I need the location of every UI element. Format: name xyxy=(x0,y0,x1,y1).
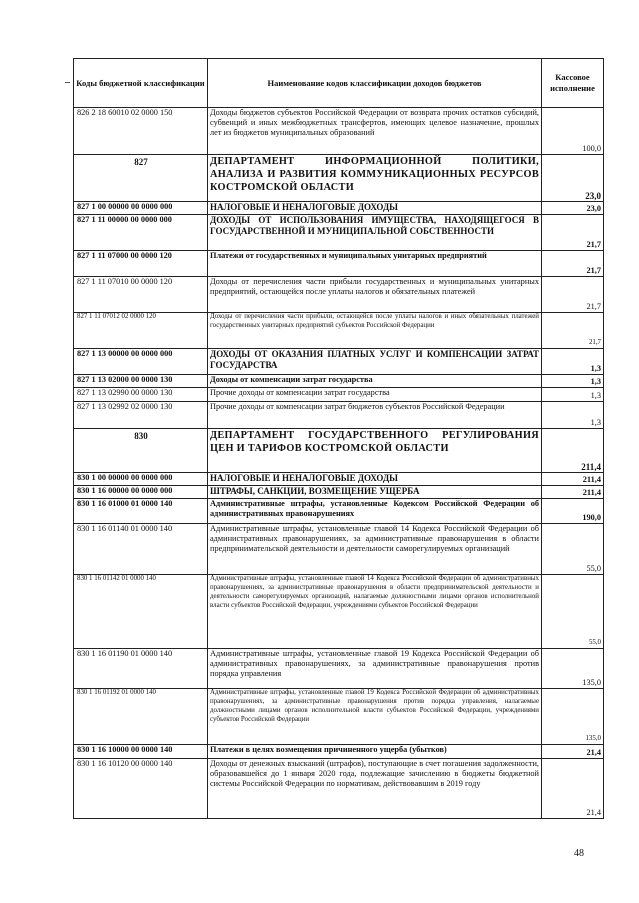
row-code: 827 1 11 07012 02 0000 120 xyxy=(74,313,208,349)
table-row xyxy=(74,575,604,649)
row-code: 830 1 16 01192 01 0000 140 xyxy=(74,689,208,745)
row-code: 827 xyxy=(74,155,208,202)
row-name: Доходы от перечисления части прибыли, остающейся после уплаты налогов и иных обязательных платежей государственных унитарных предприятий субъектов Российской Федерации xyxy=(208,313,542,349)
row-name: Платежи от государственных и муниципальных унитарных предприятий xyxy=(208,251,542,277)
row-amount: 21,7 xyxy=(542,251,604,277)
row-amount: 190,0 xyxy=(542,499,604,524)
row-name: Административные штрафы, установленные главой 19 Кодекса Российской Федерации об административных правонарушениях, за административные правонарушения против порядка управления xyxy=(208,649,542,689)
row-name: ШТРАФЫ, САНКЦИИ, ВОЗМЕЩЕНИЕ УЩЕРБА xyxy=(208,486,542,499)
header-name: Наименование кодов классификации доходов бюджетов xyxy=(208,59,542,108)
row-code: 827 1 13 02000 00 0000 130 xyxy=(74,375,208,388)
table-header-row xyxy=(74,59,604,108)
row-amount: 211,4 xyxy=(542,486,604,499)
row-amount: 100,0 xyxy=(542,108,604,155)
table-row xyxy=(74,108,604,155)
row-name: ДОХОДЫ ОТ ОКАЗАНИЯ ПЛАТНЫХ УСЛУГ И КОМПЕНСАЦИИ ЗАТРАТ ГОСУДАРСТВА xyxy=(208,349,542,375)
row-name: НАЛОГОВЫЕ И НЕНАЛОГОВЫЕ ДОХОДЫ xyxy=(208,473,542,486)
row-name: Доходы бюджетов субъектов Российской Федерации от возврата прочих остатков субсидий, субвенций и иных межбюджетных трансфертов, имеющих целевое назначение, прошлых лет из бюджетов муниципальных образований xyxy=(208,108,542,155)
row-code: 827 1 11 07010 00 0000 120 xyxy=(74,277,208,313)
row-amount: 21,4 xyxy=(542,745,604,759)
row-code: 830 1 16 01140 01 0000 140 xyxy=(74,524,208,575)
row-code: 827 1 13 00000 00 0000 000 xyxy=(74,349,208,375)
row-code: 830 1 16 01000 01 0000 140 xyxy=(74,499,208,524)
row-amount: 1,3 xyxy=(542,402,604,429)
page-number: 48 xyxy=(574,848,584,859)
table-row xyxy=(74,349,604,375)
header-code: Коды бюджетной классификации xyxy=(74,59,208,108)
table-row xyxy=(74,759,604,819)
revenue-table-page xyxy=(73,58,603,819)
row-amount: 55,0 xyxy=(542,575,604,649)
row-name: Прочие доходы от компенсации затрат бюджетов субъектов Российской Федерации xyxy=(208,402,542,429)
row-amount: 55,0 xyxy=(542,524,604,575)
row-amount: 21,7 xyxy=(542,313,604,349)
table-row xyxy=(74,202,604,215)
row-code: 827 1 13 02992 02 0000 130 xyxy=(74,402,208,429)
table-row xyxy=(74,155,604,202)
row-name: Прочие доходы от компенсации затрат государства xyxy=(208,388,542,402)
row-name: ДЕПАРТАМЕНТ ГОСУДАРСТВЕННОГО РЕГУЛИРОВАНИЯ ЦЕН И ТАРИФОВ КОСТРОМСКОЙ ОБЛАСТИ xyxy=(208,429,542,473)
table-row xyxy=(74,277,604,313)
table-row xyxy=(74,486,604,499)
row-amount: 211,4 xyxy=(542,429,604,473)
row-amount: 21,7 xyxy=(542,277,604,313)
row-amount: 23,0 xyxy=(542,202,604,215)
row-amount: 21,7 xyxy=(542,215,604,251)
table-row xyxy=(74,375,604,388)
row-code: 830 1 00 00000 00 0000 000 xyxy=(74,473,208,486)
row-amount: 23,0 xyxy=(542,155,604,202)
row-amount: 1,3 xyxy=(542,349,604,375)
table-row xyxy=(74,402,604,429)
row-name: Доходы от денежных взысканий (штрафов), поступающие в счет погашения задолженности, образовавшейся до 1 января 2020 года, подлежащие зачислению в бюджеты бюджетной системы Российской Федерации по нормативам, действовавшим в 2019 году xyxy=(208,759,542,819)
table-row xyxy=(74,251,604,277)
row-name: Платежи в целях возмещения причиненного ущерба (убытков) xyxy=(208,745,542,759)
header-amount: Кассовое исполнение xyxy=(542,59,604,108)
table-row xyxy=(74,649,604,689)
table-row xyxy=(74,215,604,251)
row-name: Административные штрафы, установленные Кодексом Российской Федерации об административных правонарушениях xyxy=(208,499,542,524)
row-code: 830 1 16 01190 01 0000 140 xyxy=(74,649,208,689)
row-name: Административные штрафы, установленные главой 14 Кодекса Российской Федерации об административных правонарушениях, за административные правонарушения в области предпринимательской деятельности и деятельности саморегулируемых организаций, налагаемые должностными лицами органов исполнительной власти субъектов Российской Федерации, учреждениями субъектов Российской Федерации xyxy=(208,575,542,649)
row-amount: 135,0 xyxy=(542,649,604,689)
table-row xyxy=(74,745,604,759)
table-row xyxy=(74,388,604,402)
row-code: 830 1 16 10000 00 0000 140 xyxy=(74,745,208,759)
row-code: 826 2 18 60010 02 0000 150 xyxy=(74,108,208,155)
row-code: 827 1 00 00000 00 0000 000 xyxy=(74,202,208,215)
table-row xyxy=(74,499,604,524)
row-name: Административные штрафы, установленные главой 19 Кодекса Российской Федерации об административных правонарушениях, за административные правонарушения против порядка управления, налагаемые должностными лицами органов исполнительной власти субъектов Российской Федерации, учреждениями субъектов Российской Федерации xyxy=(208,689,542,745)
row-amount: 1,3 xyxy=(542,375,604,388)
row-name: Административные штрафы, установленные главой 14 Кодекса Российской Федерации об административных правонарушениях, за административные правонарушения в области предпринимательской деятельности и деятельности саморегулируемых организаций xyxy=(208,524,542,575)
row-amount: 211,4 xyxy=(542,473,604,486)
margin-tick xyxy=(65,82,70,83)
row-code: 830 1 16 10120 00 0000 140 xyxy=(74,759,208,819)
row-amount: 135,0 xyxy=(542,689,604,745)
row-code: 830 1 16 01142 01 0000 140 xyxy=(74,575,208,649)
row-code: 827 1 13 02990 00 0000 130 xyxy=(74,388,208,402)
row-name: ДОХОДЫ ОТ ИСПОЛЬЗОВАНИЯ ИМУЩЕСТВА, НАХОДЯЩЕГОСЯ В ГОСУДАРСТВЕННОЙ И МУНИЦИПАЛЬНОЙ СОБСТВЕННОСТИ xyxy=(208,215,542,251)
row-code: 827 1 11 07000 00 0000 120 xyxy=(74,251,208,277)
row-amount: 1,3 xyxy=(542,388,604,402)
revenue-table xyxy=(73,58,604,819)
row-name: Доходы от компенсации затрат государства xyxy=(208,375,542,388)
table-row xyxy=(74,524,604,575)
row-amount: 21,4 xyxy=(542,759,604,819)
row-code: 830 xyxy=(74,429,208,473)
table-row xyxy=(74,689,604,745)
row-name: ДЕПАРТАМЕНТ ИНФОРМАЦИОННОЙ ПОЛИТИКИ, АНАЛИЗА И РАЗВИТИЯ КОММУНИКАЦИОННЫХ РЕСУРСОВ КОСТРОМСКОЙ ОБЛАСТИ xyxy=(208,155,542,202)
table-row xyxy=(74,313,604,349)
row-name: Доходы от перечисления части прибыли государственных и муниципальных унитарных предприятий, остающейся после уплаты налогов и обязательных платежей xyxy=(208,277,542,313)
table-row xyxy=(74,473,604,486)
row-code: 830 1 16 00000 00 0000 000 xyxy=(74,486,208,499)
row-code: 827 1 11 00000 00 0000 000 xyxy=(74,215,208,251)
row-name: НАЛОГОВЫЕ И НЕНАЛОГОВЫЕ ДОХОДЫ xyxy=(208,202,542,215)
table-row xyxy=(74,429,604,473)
